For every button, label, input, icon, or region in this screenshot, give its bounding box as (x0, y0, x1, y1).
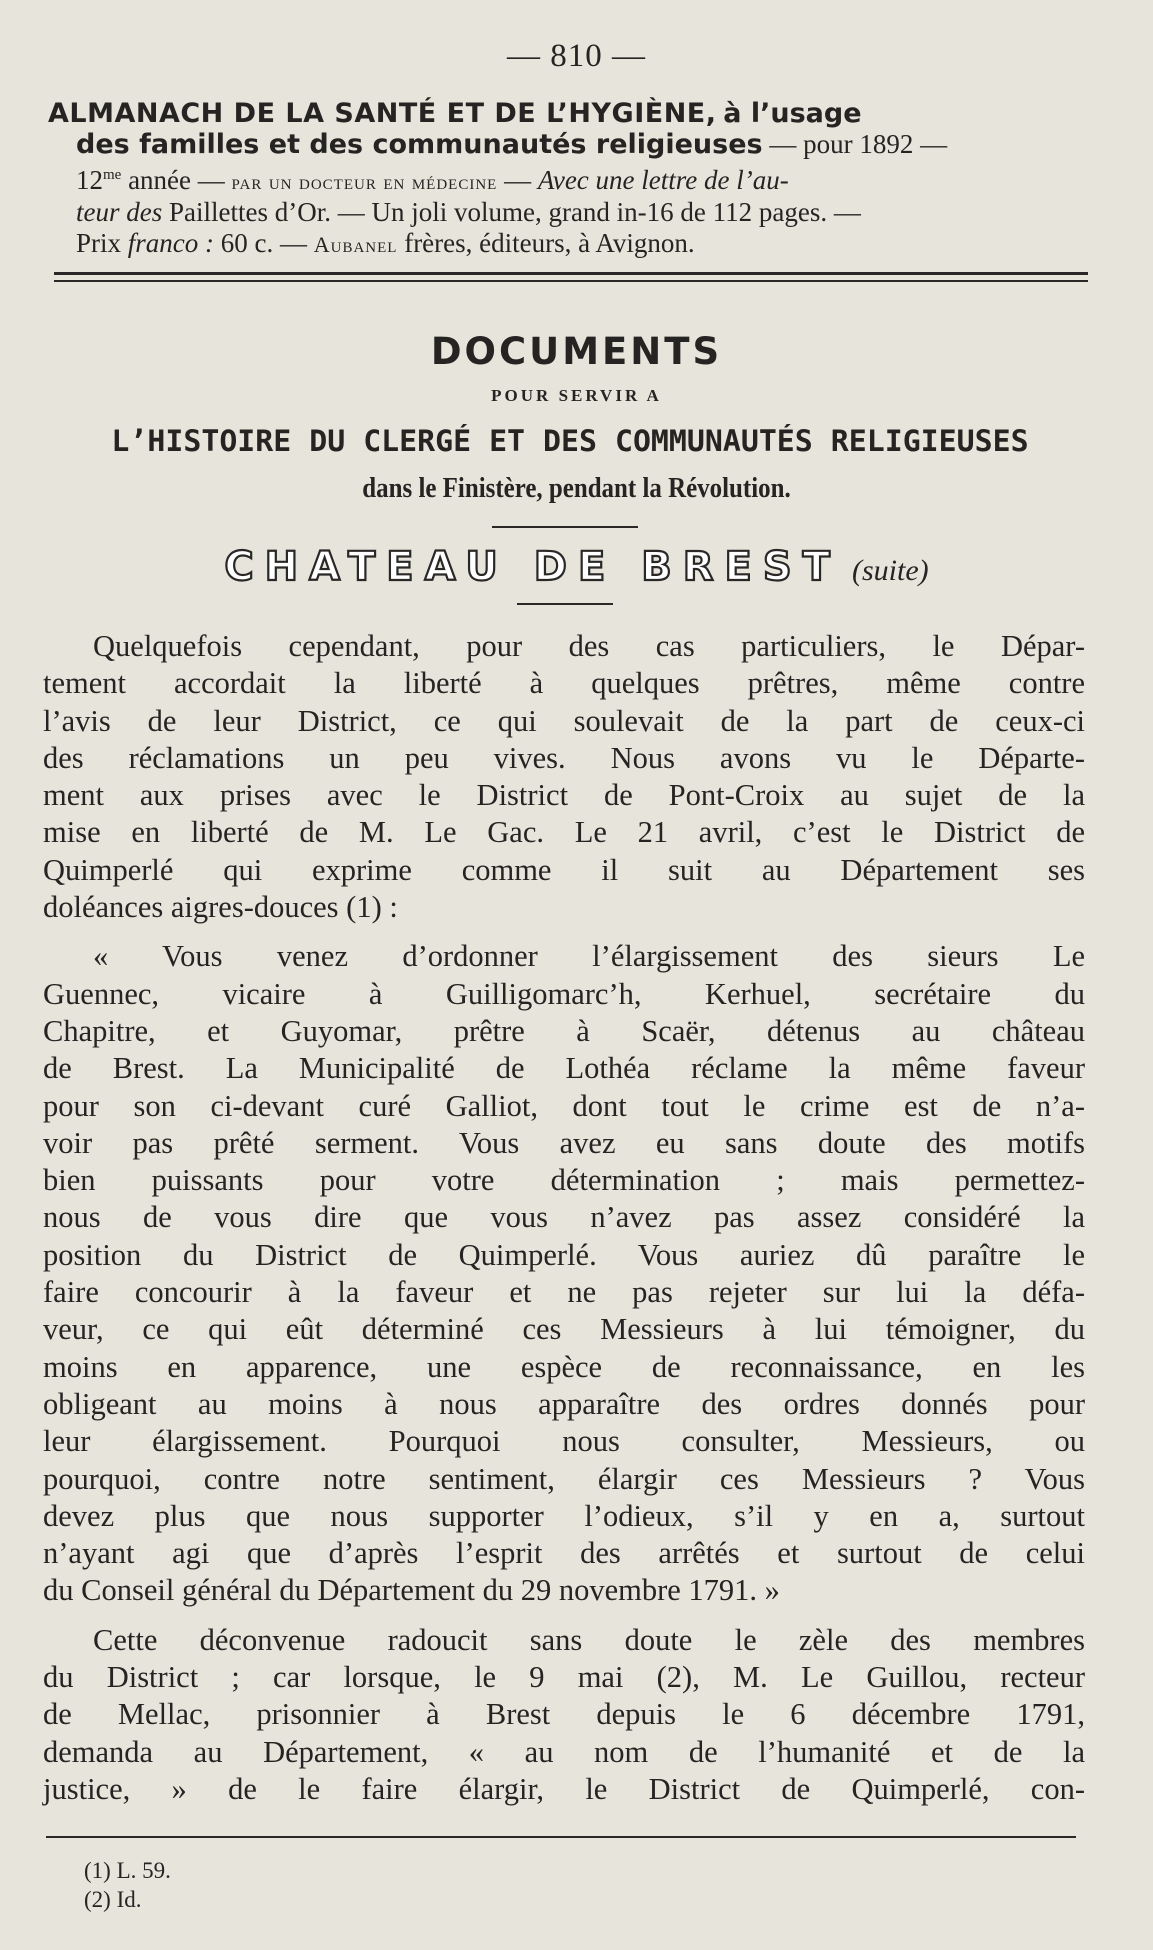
advert-price-label: Prix (76, 228, 122, 258)
advert-letter-cont: teur des (76, 197, 163, 227)
advert-line-2 (48, 129, 1088, 160)
advert-volume: Paillettes d’Or. — Un joli volume, grand in-16 de 112 pages. — (168, 197, 861, 227)
page-number: — 810 — (507, 38, 646, 74)
text-line: devez plus que nous supporter l’odieux, s’il y en a, surtout (43, 1498, 1085, 1533)
text-line: Cette déconvenue radoucit sans doute le zèle des membres (93, 1622, 1085, 1657)
text-line: des réclamations un peu vives. Nous avons vu le Départe- (43, 740, 1085, 775)
chapter-title-main: CHATEAU DE BREST (224, 544, 841, 590)
advert-title-tail: à l’usage (723, 98, 862, 129)
text-line: n’ayant agi que d’après l’esprit des arrêtés et surtout de celui (43, 1536, 1085, 1571)
advert-publisher: Aubanel (313, 232, 398, 257)
text-line: veur, ce qui eût déterminé ces Messieurs à lui témoigner, du (43, 1312, 1085, 1347)
text-line: doléances aigres-douces (1) : (43, 890, 398, 925)
text-line: tement accordait la liberté à quelques prêtres, même contre (43, 666, 1085, 701)
chapter-title (0, 544, 1153, 590)
heading-finistere: dans le Finistère, pendant la Révolution. (362, 472, 791, 504)
advert-subtitle: des familles et des communautés religieuses (76, 129, 763, 160)
heading-rule-bottom (517, 603, 613, 605)
text-line: voir pas prêté serment. Vous avez eu sans doute des motifs (43, 1125, 1085, 1160)
advert-price: 60 c. — (220, 228, 307, 258)
text-line: bien puissants pour votre détermination ; mais permettez- (43, 1163, 1085, 1198)
text-line: « Vous venez d’ordonner l’élargissement des sieurs Le (93, 939, 1085, 974)
footnotes (84, 1856, 171, 1914)
advert-edition-number: 12 (76, 165, 103, 195)
text-line: Guennec, vicaire à Guilligomarc’h, Kerhuel, secrétaire du (43, 976, 1085, 1011)
text-line: obligeant au moins à nous apparaître des ordres donnés pour (43, 1386, 1085, 1421)
advert-dash: — (504, 165, 532, 195)
text-line: faire concourir à la faveur et ne pas rejeter sur lui la défa- (43, 1275, 1085, 1310)
advert-line-3 (48, 160, 1088, 197)
footnote-1: (1) L. 59. (84, 1858, 171, 1883)
text-line: l’avis de leur District, ce qui soulevait de la part de ceux-ci (43, 703, 1085, 738)
advert-title: ALMANACH DE LA SANTÉ ET DE L’HYGIÈNE, (48, 98, 717, 129)
text-line: Chapitre, et Guyomar, prêtre à Scaër, détenus au château (43, 1013, 1085, 1048)
advert-letter: Avec une lettre de l’au- (537, 165, 789, 195)
footnote-2: (2) Id. (84, 1887, 142, 1912)
body-text (43, 628, 1085, 1808)
text-line: nous de vous dire que vous n’avez pas assez considéré la (43, 1200, 1085, 1235)
advert-year: — pour 1892 — (769, 129, 948, 159)
almanach-advertisement (48, 98, 1088, 260)
footnote-divider (46, 1836, 1076, 1838)
text-line: moins en apparence, une espèce de reconnaissance, en les (43, 1349, 1085, 1384)
advert-edition-sup: me (103, 167, 122, 183)
text-line: Quimperlé qui exprime comme il suit au Département ses (43, 852, 1085, 887)
text-line: demanda au Département, « au nom de l’humanité et de la (43, 1734, 1085, 1769)
advert-line-5 (48, 228, 1088, 260)
text-line: du District ; car lorsque, le 9 mai (2), M. Le Guillou, recteur (43, 1660, 1085, 1695)
advert-author: par un docteur en médecine (231, 169, 498, 194)
text-line: du Conseil général du Département du 29 novembre 1791. » (43, 1573, 780, 1608)
advert-publisher-place: frères, éditeurs, à Avignon. (404, 228, 695, 258)
advert-line-1 (48, 98, 1088, 129)
heading-histoire: L’HISTOIRE DU CLERGÉ ET DES COMMUNAUTÉS RELIGIEUSES (111, 424, 1029, 458)
text-line: mise en liberté de M. Le Gac. Le 21 avril, c’est le District de (43, 815, 1085, 850)
text-line: Quelquefois cependant, pour des cas particuliers, le Dépar- (93, 629, 1085, 663)
text-line: ment aux prises avec le District de Pont-Croix au sujet de la (43, 778, 1085, 813)
text-line: justice, » de le faire élargir, le District de Quimperlé, con- (43, 1771, 1085, 1806)
advert-franco: franco : (127, 228, 214, 258)
text-line: position du District de Quimperlé. Vous auriez dû paraître le (43, 1237, 1085, 1272)
text-line: de Brest. La Municipalité de Lothéa réclame la même faveur (43, 1051, 1085, 1086)
heading-documents: DOCUMENTS (430, 330, 723, 373)
heading-rule-top (492, 526, 638, 528)
heading-pour-servir: POUR SERVIR A (491, 386, 662, 405)
text-line: pour son ci-devant curé Galliot, dont tout le crime est de n’a- (43, 1088, 1085, 1123)
text-line: leur élargissement. Pourquoi nous consulter, Messieurs, ou (43, 1424, 1085, 1459)
advert-edition-label: année — (128, 165, 225, 195)
chapter-title-suite: (suite) (852, 554, 929, 587)
text-line: pourquoi, contre notre sentiment, élargir ces Messieurs ? Vous (43, 1461, 1085, 1496)
advert-line-4 (48, 197, 1088, 228)
text-line: de Mellac, prisonnier à Brest depuis le 6 décembre 1791, (43, 1697, 1085, 1732)
section-divider (54, 272, 1088, 282)
